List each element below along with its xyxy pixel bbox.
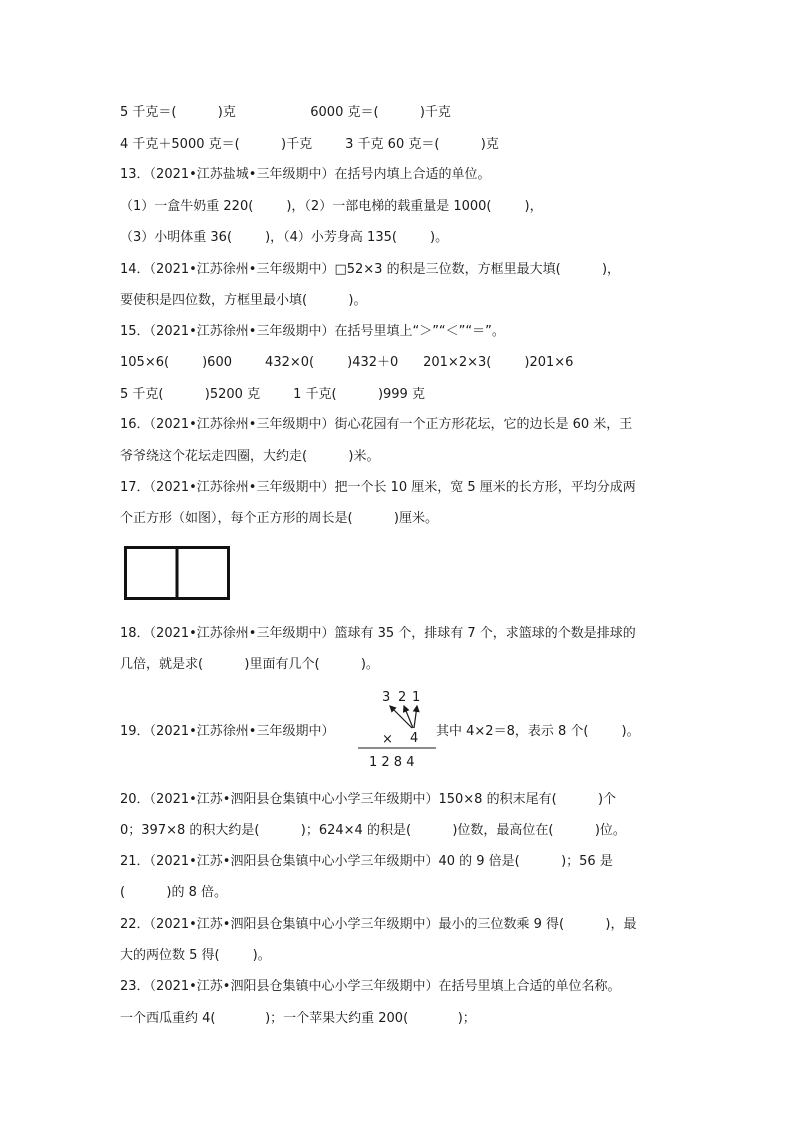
text-line: 0；397×8 的积大约是( )；624×4 的积是( )位数，最高位在( )位。 [120, 823, 626, 838]
text-line: 个正方形（如图），每个正方形的周长是( )厘米。 [120, 511, 438, 526]
text-line: 几倍，就是求( )里面有几个( )。 [120, 657, 379, 672]
question-19-heading: 19．（2021•江苏徐州•三年级期中） [120, 724, 335, 739]
arrow-line [414, 706, 417, 728]
question-23-heading: 23．（2021•江苏•泗阳县仓集镇中心小学三年级期中）在括号里填上合适的单位名称。 [120, 979, 621, 994]
text-line: （3）小明体重 36( )，（4）小芳身高 135( )。 [120, 230, 449, 245]
text-line: 一个西瓜重约 4( )；一个苹果大约重 200( )； [120, 1011, 476, 1026]
text-line: 5 千克( )5200 克 1 千克( )999 克 [120, 387, 425, 402]
question-20-heading: 20．（2021•江苏•泗阳县仓集镇中心小学三年级期中）150×8 的积末尾有( )个 [120, 792, 617, 807]
text-line: 105×6( )600 432×0( )432＋0 201×2×3( )201×6 [120, 355, 574, 370]
question-21-heading: 21．（2021•江苏•泗阳县仓集镇中心小学三年级期中）40 的 9 倍是( )；56 是 [120, 854, 613, 869]
text-line: 爷爷绕这个花坛走四圈，大约走( )米。 [120, 449, 380, 464]
text-line: 4 千克＋5000 克＝( )千克 3 千克 60 克＝( )克 [120, 137, 499, 152]
text-line: 要使积是四位数，方框里最小填( )。 [120, 293, 367, 308]
text-line: （1）一盒牛奶重 220( )，（2）一部电梯的载重量是 1000( )， [120, 199, 543, 214]
times-sign: × [382, 732, 393, 747]
question-15-heading: 15．（2021•江苏徐州•三年级期中）在括号里填上“＞”“＜”“＝”。 [120, 324, 505, 339]
multiplier-digit: 4 [410, 731, 419, 746]
two-squares-diagram [124, 546, 230, 600]
question-17-heading: 17．（2021•江苏徐州•三年级期中）把一个长 10 厘米，宽 5 厘米的长方形，平均分成两 [120, 480, 636, 495]
text-line: 5 千克＝( )克 6000 克＝( )千克 [120, 105, 451, 120]
question-18-heading: 18．（2021•江苏徐州•三年级期中）篮球有 35 个，排球有 7 个，求篮球的个数是排球的 [120, 626, 636, 641]
top-digit: 3 [382, 690, 391, 705]
question-16-heading: 16．（2021•江苏徐州•三年级期中）街心花园有一个正方形花坛，它的边长是 60 米，王 [120, 417, 633, 432]
top-digit: 2 [398, 690, 407, 705]
top-digit: 1 [412, 690, 421, 705]
text-line: 大的两位数 5 得( )。 [120, 948, 271, 963]
text-line: 其中 4×2＝8，表示 8 个( )。 [436, 724, 640, 739]
question-14-heading: 14．（2021•江苏徐州•三年级期中）□52×3 的积是三位数，方框里最大填( )， [120, 262, 621, 277]
result-digits: 1 2 8 4 [369, 755, 415, 770]
text-line: ( )的 8 倍。 [120, 885, 228, 900]
question-22-heading: 22．（2021•江苏•泗阳县仓集镇中心小学三年级期中）最小的三位数乘 9 得( )，最 [120, 917, 637, 932]
multiplication-diagram [356, 686, 440, 770]
question-13-heading: 13．（2021•江苏盐城•三年级期中）在括号内填上合适的单位。 [120, 167, 491, 182]
